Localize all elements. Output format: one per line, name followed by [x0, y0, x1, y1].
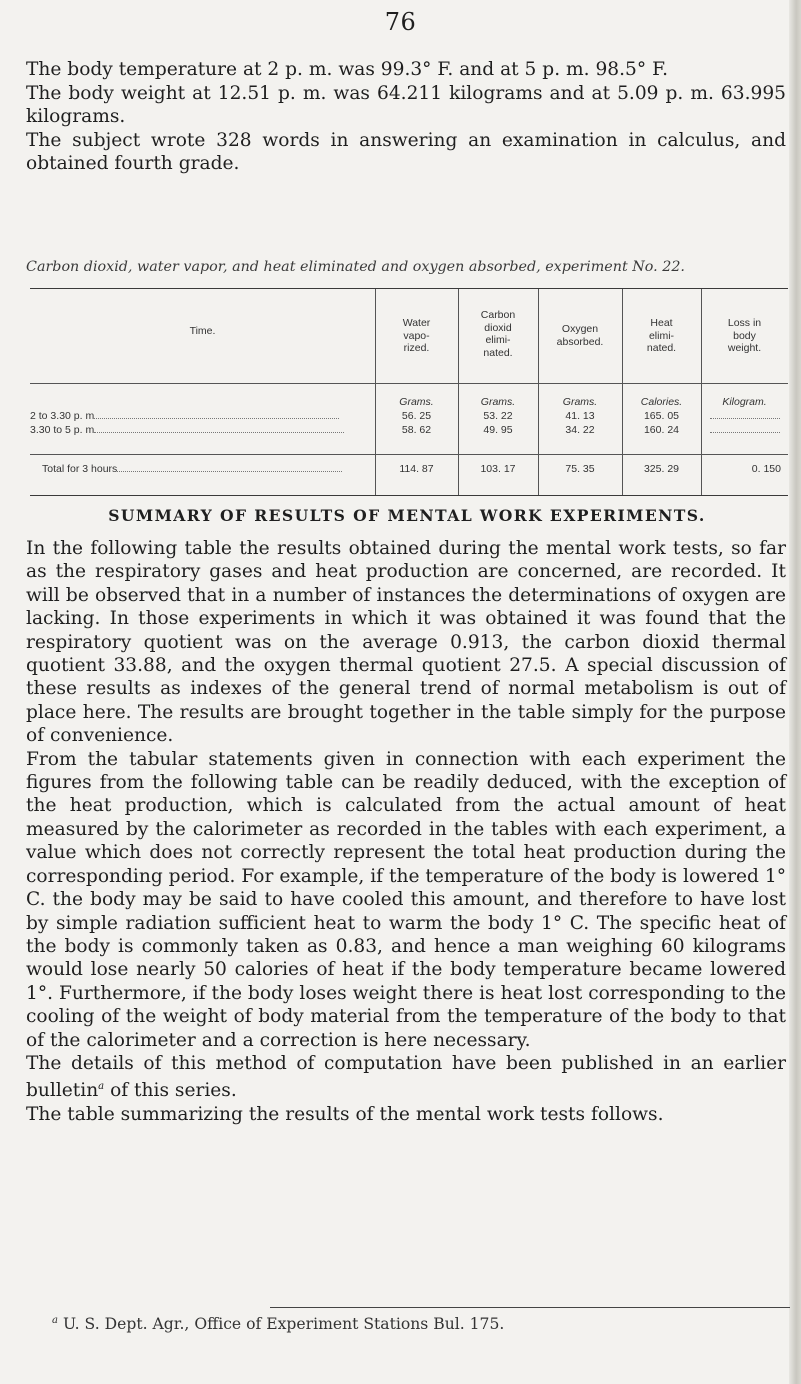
experiment-table: [30, 288, 788, 496]
total-oxygen: 75. 35: [565, 463, 595, 475]
cell-carbon: 49. 95: [483, 424, 513, 436]
cell-oxygen: 41. 13: [565, 410, 595, 422]
paragraph-computation: From the tabular statements given in connection with each experiment the figures from the following table can be readily deduced, with the exception of the heat production, which is calculated from the actual amount of heat measured by the calorimeter as recorded in the tables with each experiment, a value which does not correctly represent the total heat production during the corresponding period. For example, if the temperature of the body is lowered 1° C. the body may be said to have cooled this amount, and therefore to have lost by simple radiation sufficient heat to warm the body 1° C. The specific heat of the body is commonly taken as 0.83, and hence a man weighing 60 kilograms would lose nearly 50 calories of heat if the body temperature became lowered 1°. Furthermore, if the body loses weight there is heat lost corresponding to the cooling of the weight of body material from the temperature of the body to that of the calorimeter and a correction is here necessary.: [26, 748, 786, 1051]
paragraph-follows: The table summarizing the results of the mental work tests follows.: [26, 1103, 664, 1125]
total-carbon: 103. 17: [480, 463, 516, 475]
cell-water: 58. 62: [401, 424, 432, 436]
header-water: Water vapo- rized.: [402, 317, 431, 354]
cell-water: 56. 25: [401, 410, 432, 422]
total-water: 114. 87: [399, 463, 434, 475]
unit-carbon: Grams.: [480, 396, 516, 408]
cell-loss: [701, 410, 788, 422]
header-loss: Loss in body weight.: [727, 317, 762, 354]
paragraph-body-temperature: The body temperature at 2 p. m. was 99.3° F. and at 5 p. m. 98.5° F.: [26, 59, 668, 80]
paragraph-details: The details of this method of computation have been published in an earlier bulletin$^a$ of this series.: [26, 1052, 786, 1102]
header-carbon: Carbon dioxid elimi- nated.: [480, 309, 516, 359]
paragraph-respiratory: In the following table the results obtained during the mental work tests, so far as the respiratory gases and heat production are concerned, are recorded. It will be observed that in a number of instances the determinations of oxygen are lacking. In those experiments in which it was obtained it was found that the respiratory quotient was on the average 0.913, the carbon dioxid thermal quotient 33.88, and the oxygen thermal quotient 27.5. A special discussion of these results as indexes of the general trend of normal metabolism is out of place here. The results are brought together in the table simply for the purpose of convenience.: [26, 538, 786, 747]
page-number: 76: [384, 8, 417, 36]
intro-paragraphs: [26, 58, 786, 176]
summary-paragraphs: [26, 537, 786, 1126]
paragraph-body-weight: The body weight at 12.51 p. m. was 64.211 kilograms and at 5.09 p. m. 63.995 kilograms.: [26, 82, 786, 128]
cell-heat: 165. 05: [643, 410, 680, 422]
unit-water: Grams.: [399, 396, 434, 408]
total-loss: 0. 150: [751, 463, 781, 475]
unit-loss: Kilogram.: [722, 396, 767, 408]
footnote-marker: a: [98, 1081, 105, 1093]
table-body: [30, 384, 788, 455]
header-time: Time.: [189, 325, 216, 337]
total-heat: 325. 29: [643, 463, 680, 475]
table-row: [30, 410, 375, 422]
unit-heat: Calories.: [640, 396, 683, 408]
footnote-divider: [270, 1307, 790, 1308]
footnote: $^a$ U. S. Dept. Agr., Office of Experiment Stations Bul. 175.: [52, 1315, 505, 1334]
header-heat: Heat elimi- nated.: [646, 317, 677, 354]
cell-carbon: 53. 22: [483, 410, 513, 422]
page-edge-shadow: [789, 0, 801, 1384]
cell-loss: [701, 424, 788, 436]
paragraph-calculus: The subject wrote 328 words in answering an examination in calculus, and obtained fourth grade.: [26, 129, 786, 175]
total-label: Total for 3 hours: [42, 463, 387, 475]
unit-oxygen: Grams.: [562, 396, 598, 408]
section-heading: SUMMARY OF RESULTS OF MENTAL WORK EXPERIMENTS.: [108, 506, 706, 525]
table-row: [30, 424, 375, 436]
row-time: 2 to 3.30 p. m: [30, 410, 95, 422]
cell-heat: 160. 24: [643, 424, 680, 436]
table-caption: Carbon dioxid, water vapor, and heat eliminated and oxygen absorbed, experiment No. 22.: [26, 259, 685, 275]
table-total-row: [30, 455, 788, 495]
header-oxygen: Oxygen absorbed.: [556, 323, 604, 348]
table-header-row: [30, 289, 788, 384]
row-time: 3.30 to 5 p. m: [30, 424, 95, 436]
cell-oxygen: 34. 22: [565, 424, 595, 436]
